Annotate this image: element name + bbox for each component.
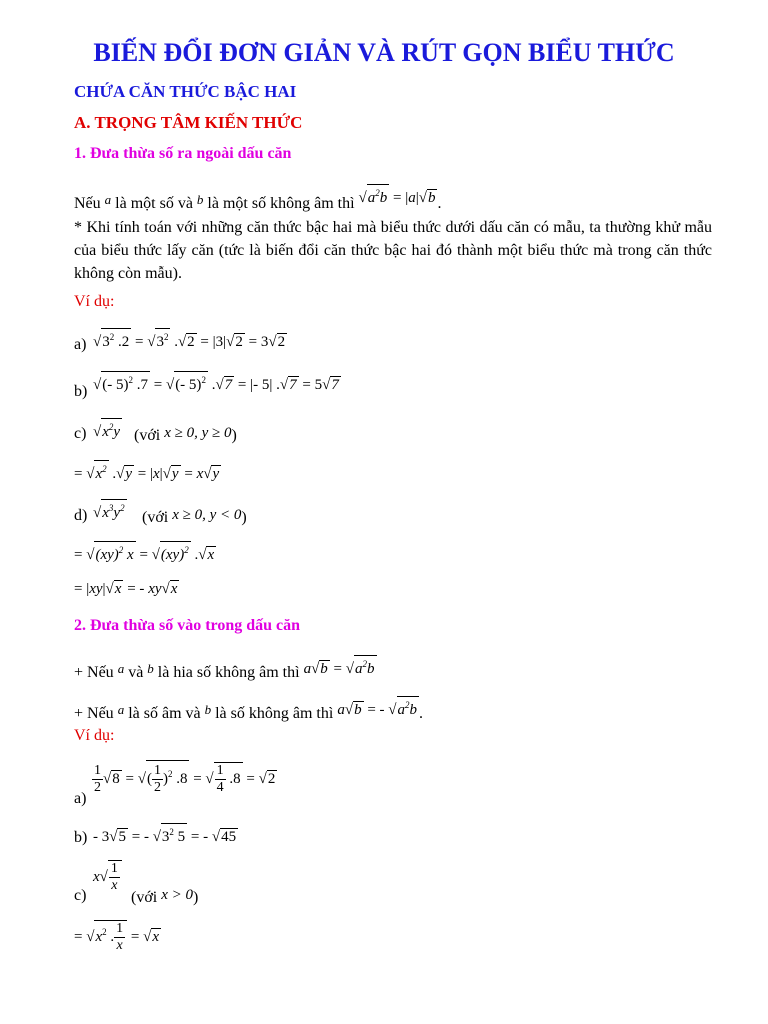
part1-formula-c: $√x^2y$ [93,418,122,441]
document-subtitle: CHỨA CĂN THỨC BẬC HAI [74,82,297,101]
part2-formula-c: x√ $\frac{1}{x}$ [93,860,122,894]
part1-rule: Nếu $^a$ là một số và $^b$ là một số không âm thì $√a^2b = |a|√b$ . [74,184,441,213]
section-a-heading: A. TRỌNG TÂM KIẾN THỨC [74,113,303,132]
part1-condition-c: (với x ≥ 0, y ≥ 0) [134,425,237,444]
part2-condition-c: (với x > 0) [131,887,199,906]
part2-formula-a: $\frac{1}{2}$ √8 = √( $\frac{1}{2}$ )$^2$ .8 = √ $\frac{1}{4}$ .8 = √2 [92,760,277,796]
part2-rule2: + Nếu $^a$ là số âm và $^b$ là số không âm thì a√b = - $√a^2b$ . [74,696,423,723]
part1-formula-d3: = |xy|√x = - xy√x [74,581,178,597]
part1-label-d: d) [74,507,88,524]
formula-rule3: a√b = - $√a^2b$ [337,702,419,718]
formula-rule2: $a√b = √a^2b$ [304,661,377,677]
formula-rule1: $√a^2b = |a|√b$ [359,190,438,206]
document-title: BIẾN ĐỔI ĐƠN GIẢN VÀ RÚT GỌN BIỂU THỨC [93,38,675,67]
part2-label-a: a) [74,790,87,807]
part1-label-b: b) [74,383,88,400]
part2-label-c: c) [74,887,87,904]
part1-example-label: Ví dụ: [74,293,115,310]
part1-formula-d2: = √(xy)$^2$ x = √(xy)$^2$ .√x [74,541,216,564]
part2-heading: 2. Đưa thừa số vào trong dấu căn [74,617,301,634]
part2-rule1: + Nếu $^a$ và $^b$ là hia số không âm thì $a√b = √a^2b$ [74,655,377,682]
part1-label-c: c) [74,425,87,442]
part1-formula-d: $√x^3y^2$ [93,499,127,522]
part1-formula-c2: = $√x^2$ .√y = |x|√y = x√y [74,460,221,483]
part1-heading: 1. Đưa thừa số ra ngoài dấu căn [74,145,292,162]
part1-formula-a: $√3^2$ $.2 = √3^2$ .√2 = |3|√2 = 3√2 [93,328,287,351]
part1-formula-b: √(- 5)$^2$ .7 = √(- 5)$^2$ .√7 = |- 5| .√7 = 5√7 [93,371,341,394]
part1-condition-d: (với x ≥ 0, y < 0) [142,507,247,526]
part1-label-a: a) [74,336,87,353]
part2-label-b: b) [74,829,88,846]
part2-example-label: Ví dụ: [74,727,115,744]
part2-formula-c2: = $√x^2$ . $\frac{1}{x}$ = √x [74,921,159,953]
part2-formula-b: - 3√5 = - $√3^2$ 5 = - √45 [93,823,238,846]
part1-note: * Khi tính toán với những căn thức bậc hai mà biểu thức dưới dấu căn có mẫu, ta thường khử mẫu của biểu thức lấy căn (tức là biến đổi căn thức bậc hai đó thành một biểu thức mà trong căn thức không còn mẫu). [74,219,712,282]
